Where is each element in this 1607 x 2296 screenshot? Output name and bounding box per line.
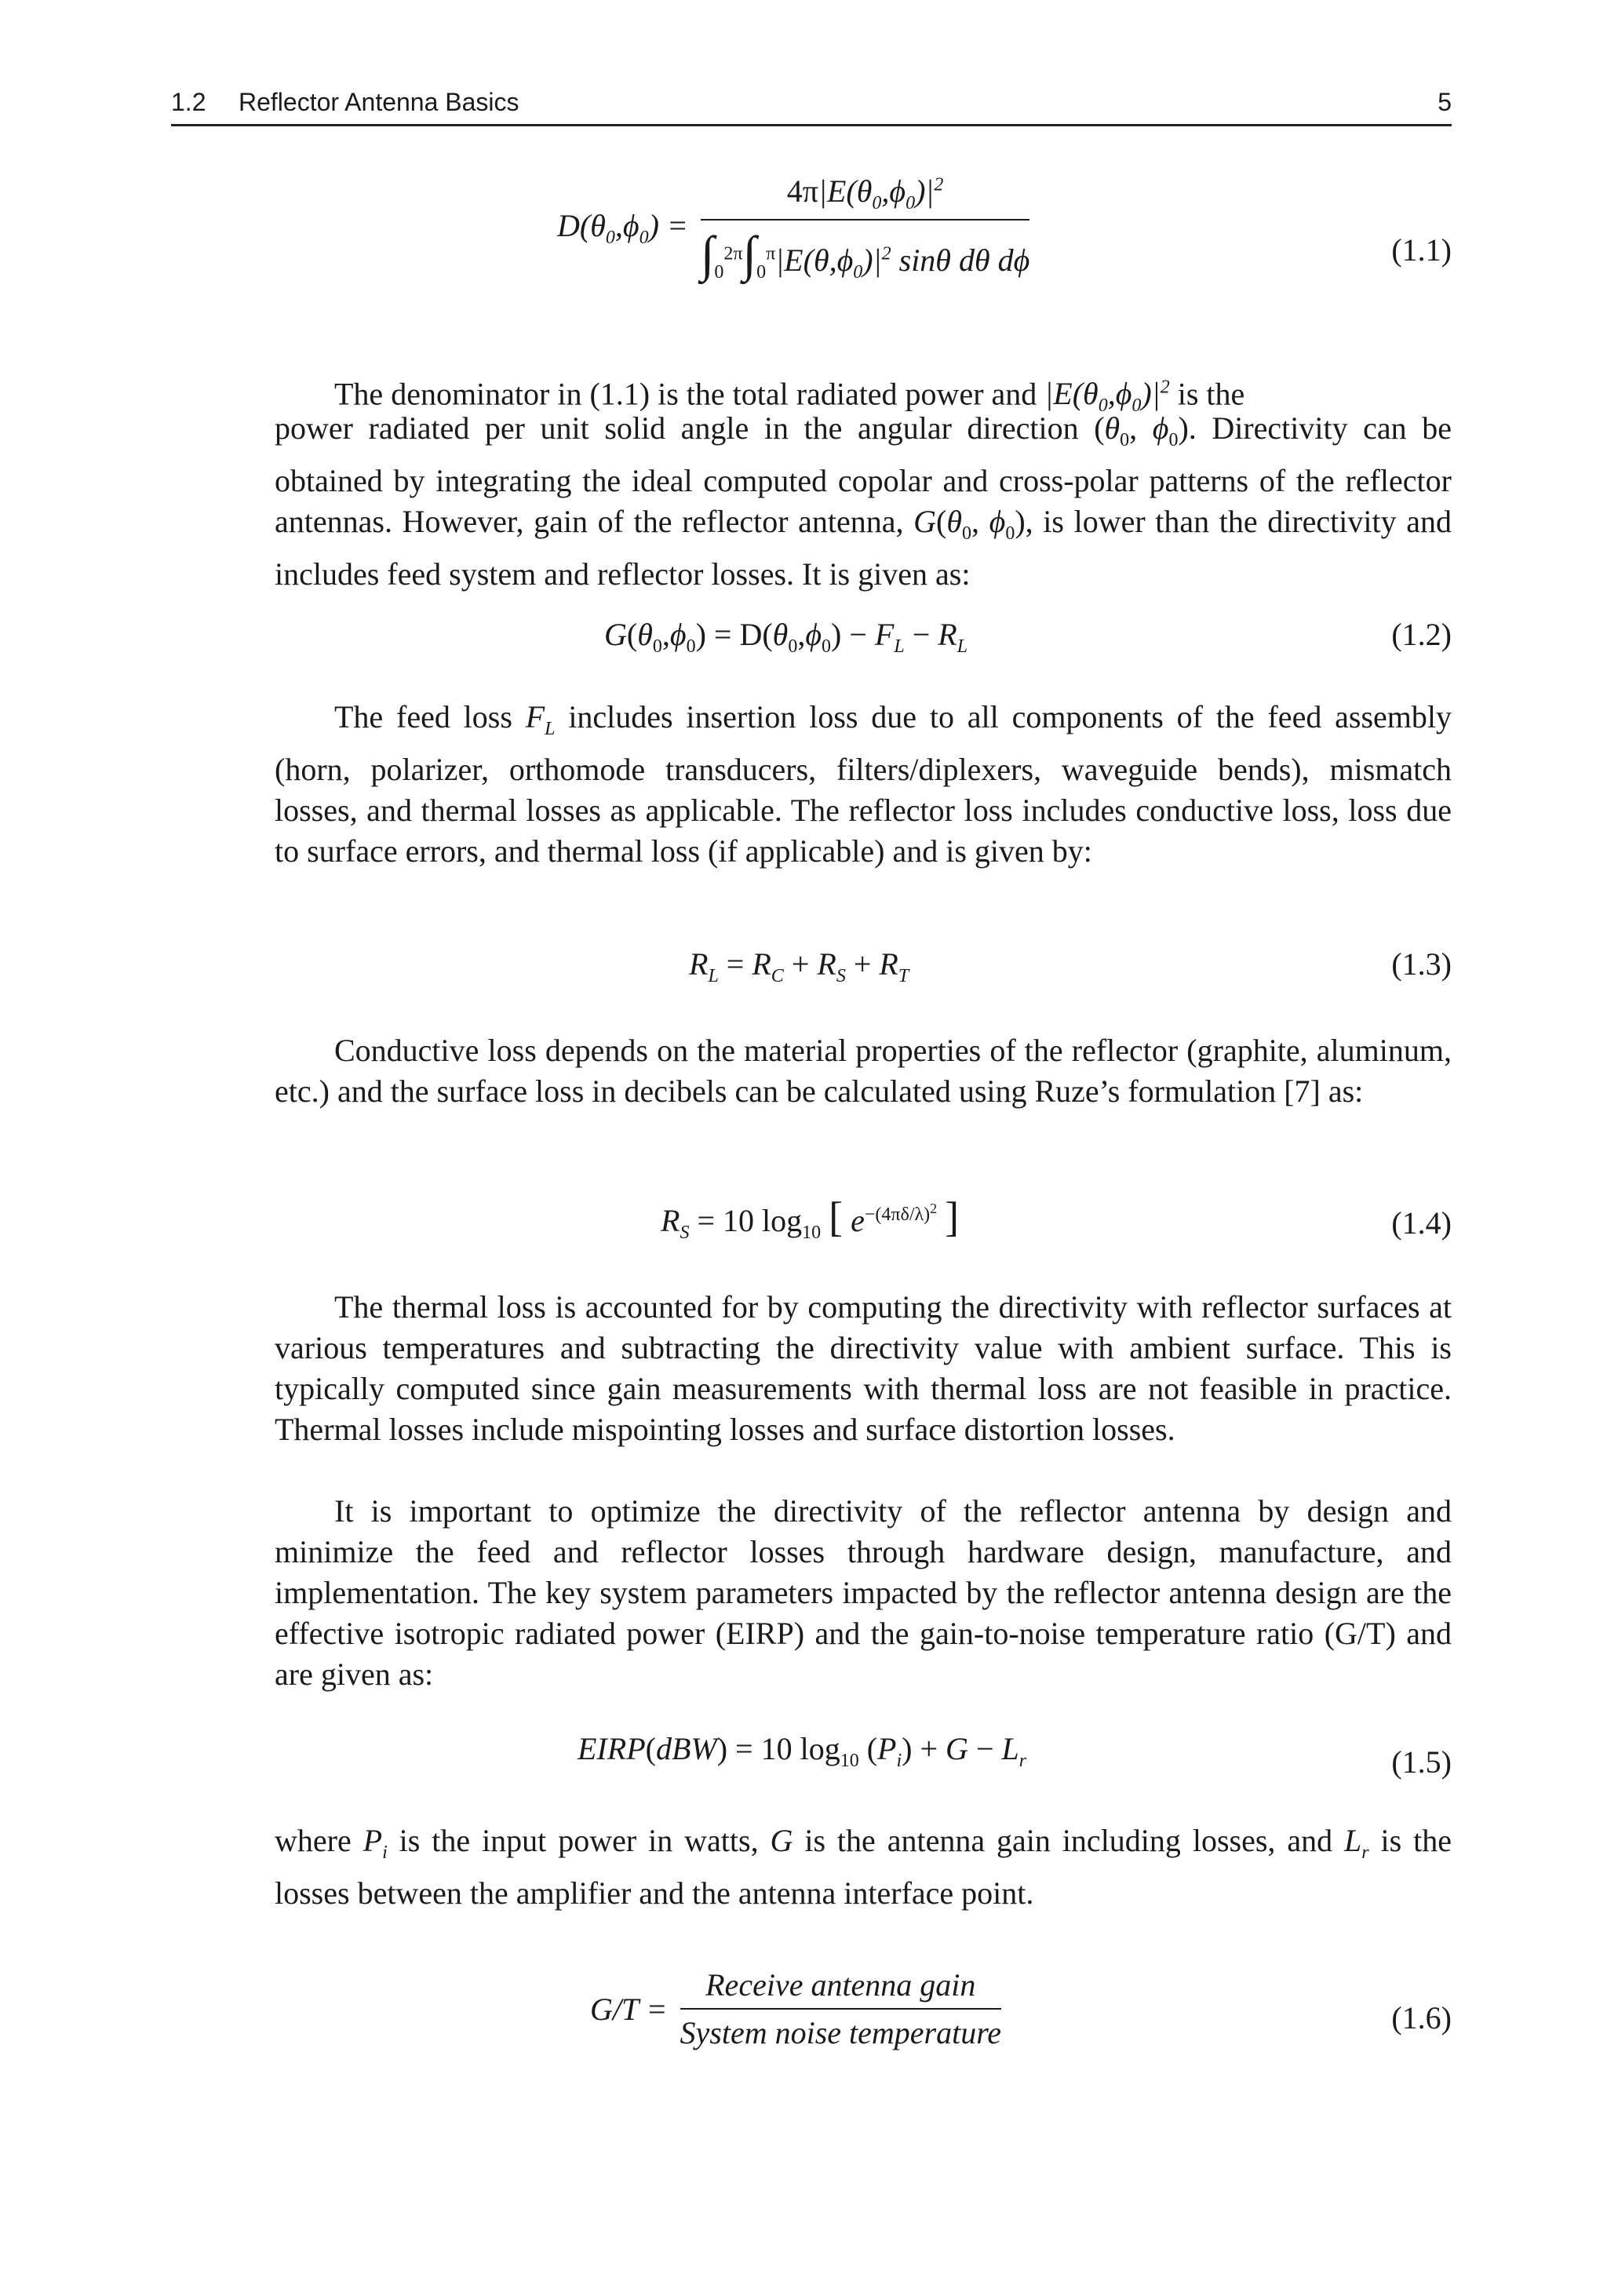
equation-1-4: $R_S = 10$ $\log_{10}$ [ $e^{-(4\pi\delta/\lambda)^2}$ ] [661, 1194, 960, 1243]
equation-1-5: EIRP(dBW) = 10 $\log_{10} (P_i) + G - L_r$ [578, 1731, 1027, 1771]
equation-number-1-3: (1.3) [1391, 946, 1452, 982]
page-number: 5 [1438, 88, 1452, 116]
paragraph-6: where $P_i$ is the input power in watts, G is the antenna gain including losses, and $L_r$ is the losses between the amplifier and the antenna interface point. [275, 1823, 1452, 1911]
section-number: 1.2 [171, 88, 206, 116]
equation-1-1: $D(\theta_0,\phi_0)$ = $\frac{4\pi|E(\theta_0,\phi_0)|^2}{\int_0^{2\pi}\int_0^\pi|E(\theta,\phi_0)|^2 \sin\theta d\theta d\phi}$ [557, 173, 1030, 282]
paragraph-3: Conductive loss depends on the material properties of the reflector (graphite, aluminum, etc.) and the surface loss in decibels can be calculated using Ruze’s formulation [7] as: [275, 1033, 1452, 1109]
equation-1-6-lhs: G/T = [590, 1991, 668, 2027]
equation-1-1-fraction: $\frac{4\pi|E(\theta_0,\phi_0)|^2}{\int_0^{2\pi}\int_0^\pi|E(\theta,\phi_0)|^2 \sin\theta d\theta d\phi}$ [700, 173, 1030, 282]
paragraph-1: The denominator in (1.1) is the total radiated power and $|E(\theta_0,\phi_0)|^2$ is the [334, 376, 1245, 417]
paragraph-1-cont: power radiated per unit solid angle in the angular direction ($\theta_0$, $\phi_0$). Directivity can be obtained by integrating the ideal computed copolar and cross-polar patterns of the reflector antennas. However, gain of the reflector antenna, $G(\theta_0$, $\phi_0$), is lower than the directivity and includes feed system and reflector losses. It is given as: [275, 410, 1452, 592]
equation-number-1-5: (1.5) [1391, 1744, 1452, 1780]
equation-1-6-numerator: Receive antenna gain [680, 1966, 1002, 2010]
equation-1-6-fraction [680, 1966, 1002, 2051]
equation-number-1-4: (1.4) [1391, 1205, 1452, 1241]
equation-1-6-denominator: System noise temperature [680, 2015, 1002, 2050]
paragraph-2: The feed loss $F_L$ includes insertion loss due to all components of the feed assembly (horn, polarizer, orthomode transducers, filters/diplexers, waveguide bends), mismatch losses, and thermal losses as applicable. The reflector loss includes conductive loss, loss due to surface errors, and thermal loss (if applicable) and is given by: [275, 699, 1452, 869]
running-header [171, 88, 1452, 126]
equation-1-6 [590, 1966, 1001, 2051]
equation-number-1-2: (1.2) [1391, 617, 1452, 652]
equation-1-3: $R_L = R_C + R_S + R_T$ [689, 946, 909, 986]
equation-number-1-1: (1.1) [1391, 232, 1452, 268]
equation-number-1-6: (1.6) [1391, 2000, 1452, 2035]
paragraph-4: The thermal loss is accounted for by computing the directivity with reflector surfaces at various temperatures and subtracting the directivity value with ambient surface. This is typically computed since gain measurements with thermal loss are not feasible in practice. Thermal losses include mispointing losses and surface distortion losses. [275, 1289, 1452, 1447]
paragraph-5: It is important to optimize the directivity of the reflector antenna by design and minimize the feed and reflector losses through hardware design, manufacture, and implementation. The key system parameters impacted by the reflector antenna design are the effective isotropic radiated power (EIRP) and the gain-to-noise temperature ratio (G/T) and are given as: [275, 1493, 1452, 1692]
section-title: Reflector Antenna Basics [239, 88, 519, 116]
equation-1-2: $G(\theta_0,\phi_0) = D(\theta_0,\phi_0) - F_L - R_L$ [604, 617, 968, 657]
